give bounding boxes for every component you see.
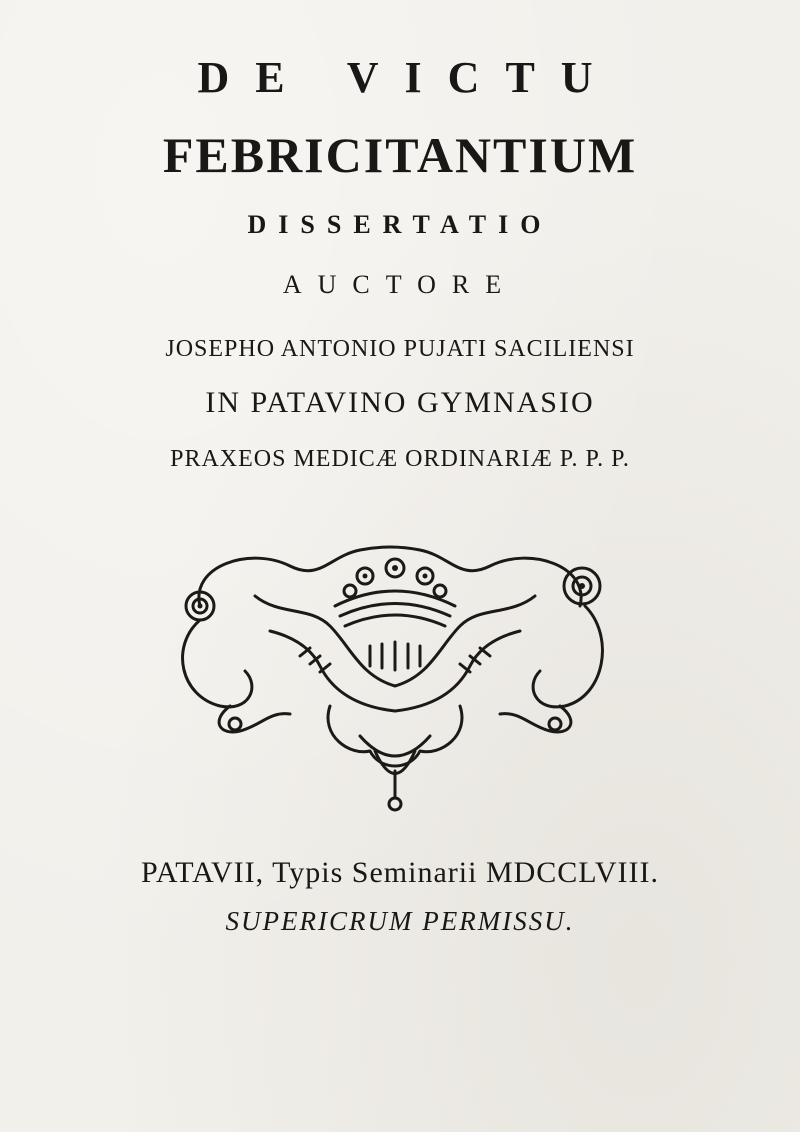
baroque-fleuron-ornament-icon <box>160 536 630 816</box>
permission-line: SUPERICRUM PERMISSU. <box>225 906 575 936</box>
subtitle-dissertatio: DISSERTATIO <box>247 210 553 239</box>
title-line-febricitantium: FEBRICITANTIUM <box>162 127 638 183</box>
imprint-line: PATAVII, Typis Seminarii MDCCLVIII. <box>140 856 660 889</box>
label-auctore: AUCTORE <box>282 270 518 299</box>
author-name: JOSEPHO ANTONIO PUJATI SACILIENSI <box>165 336 635 362</box>
author-institution: IN PATAVINO GYMNASIO <box>205 386 595 419</box>
title-line-de-victu: DE VICTU <box>197 53 619 102</box>
author-chair: PRAXEOS MEDICÆ ORDINARIÆ P. P. P. <box>170 446 630 472</box>
